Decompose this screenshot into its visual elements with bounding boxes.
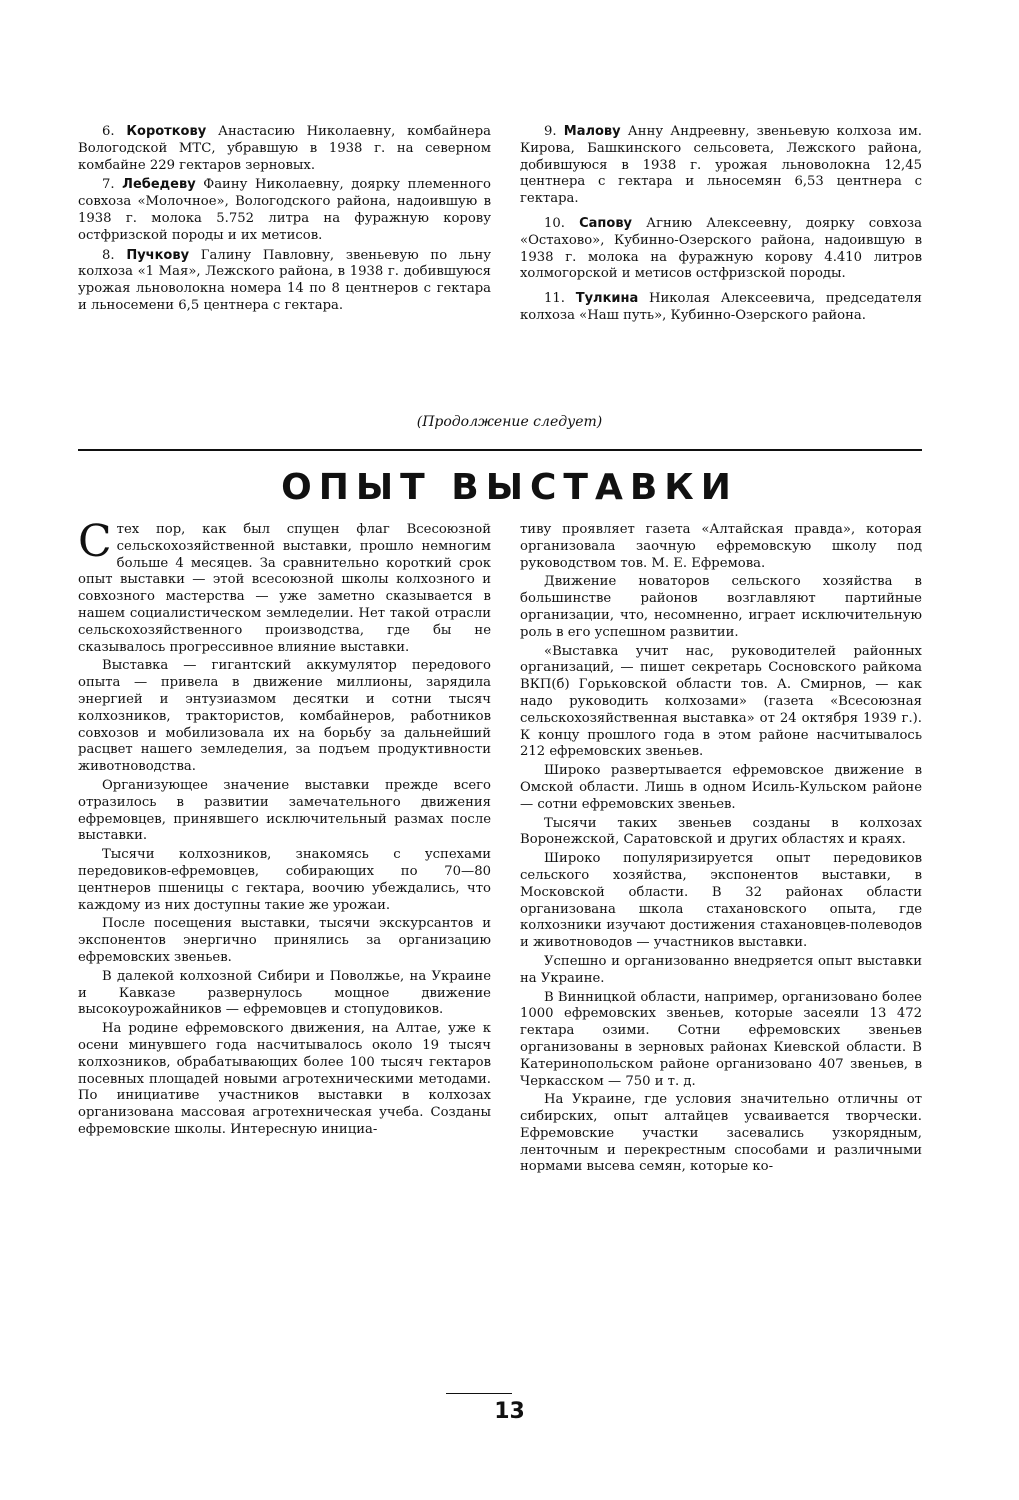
page-number-rule [446,1393,512,1394]
award-entry [78,124,491,174]
entry-number: 6. [102,124,115,139]
award-entry [78,248,491,315]
article-title: ОПЫТ ВЫСТАВКИ [281,467,738,508]
drop-cap: С [78,516,112,567]
award-entry [520,216,922,283]
entry-number: 11. [544,291,565,307]
article-paragraph: Тысячи колхозников, знакомясь с успехами передовиков-ефремовцев, собирающих по 70—80 центнеров пшеницы с гектара, воочию убеждались, что каждому из них доступны такие же урожаи. [78,847,491,913]
entry-number: 7. [102,177,115,193]
article-paragraph: «Выставка учит нас, руководителей районных организаций, — пишет секретарь Сосновского райкома ВКП(б) Горьковской области тов. А. Смирнов, — как надо руководить колхозами» (газета «Всесоюзная сельскохозяйственная выставка» от 24 октября 1939 г.). К концу прошлого года в этом районе насчитывалось 212 ефремовских звеньев. [520,643,922,760]
article-paragraph: Выставка — гигантский аккумулятор передового опыта — привела в движение миллионы, зарядила энергией и энтузиазмом десятки и сотни тысяч колхозников, трактористов, комбайнеров, работников совхозов и мобилизовала их на борьбу за дальнейший расцвет нашего земледелия, за подъем продуктивности животноводства. [78,658,491,775]
article-paragraph: После посещения выставки, тысячи экскурсантов и экспонентов энергично принялись за организацию ефремовских звеньев. [78,916,491,965]
entry-text: Николая Алексеевича, председателя колхоза «Наш путь», Кубинно-Озерского района. [520,291,922,323]
article-paragraph: Организующее значение выставки прежде всего отразилось в развитии замечательного движения ефремовцев, принявшего исключительный размах после выставки. [78,777,491,844]
article-paragraph: В далекой колхозной Сибири и Поволжье, на Украине и Кавказе развернулось мощное движение высокоурожайников — ефремовцев и стопудовиков. [78,968,491,1018]
entry-number: 10. [544,215,565,231]
article-paragraph: На родине ефремовского движения, на Алтае, уже к осени минувшего года насчитывалось около 19 тысяч колхозников, обрабатывающих более 100 тысяч гектаров посевных площадей новыми агротехническими методами. По инициативе участников выставки в колхозах организована массовая агротехническая учеба. Созданы ефремовские школы. Интересную инициа- [78,1021,491,1137]
entry-text: Галину Павловну, звеньевую по льну колхоза «1 Мая», Лежского района, в 1938 г. добившуюся урожая льноволокна номера 14 по 8 центнеров с гектара и льносемени 6,5 центнера с гектара. [78,247,491,313]
award-entry [520,291,922,325]
entry-text: Фаину Николаевну, доярку племенного совхоза «Молочное», Вологодского района, надоившую в 1938 г. молока 5.752 литра на фуражную корову остфризской породы и их метисов. [78,177,491,243]
entry-text: Анну Андреевну, звеньевую колхоза им. Кирова, Башкинского сельсовета, Лежского района, добившуюся в 1938 г. урожая льноволокна 12,45 центнера с гектара и льносемян 6,53 центнера с гектара. [520,124,922,207]
article-column-right [520,522,922,1178]
section-divider [78,449,922,451]
award-list-left [78,124,491,318]
article-paragraph: тиву проявляет газета «Алтайская правда», которая организовала заочную ефремовскую школу под руководством тов. М. Е. Ефремова. [520,522,922,571]
article-paragraph: Широко популяризируется опыт передовиков сельского хозяйства, экспонентов выставки, в Московской области. В 32 районах области организована школа стахановского опыта, где колхозники изучают достижения стахановцев-полеводов и животноводов — участников выставки. [520,851,922,951]
award-entry [520,124,922,208]
page-number: 13 [494,1399,525,1424]
article-column-left [78,516,491,1141]
entry-text: Анастасию Николаевну, комбайнера Вологодской МТС, убравшую в 1938 г. на северном комбайне 229 гектаров зерновых. [78,124,491,173]
award-list-right [520,124,922,328]
article-paragraph: Движение новаторов сельского хозяйства в большинстве районов возглавляют партийные организации, что, несомненно, играет исключительную роль в его успешном развитии. [520,574,922,640]
entry-number: 8. [102,247,115,263]
entry-surname: Лебедеву [122,177,196,193]
entry-surname: Сапову [579,215,633,231]
entry-number: 9. [544,124,557,139]
continued-note: (Продолжение следует) [416,414,603,430]
entry-surname: Пучкову [126,247,190,263]
article-paragraph: Широко развертывается ефремовское движение в Омской области. Лишь в одном Исиль-Кульском районе — сотни ефремовских звеньев. [520,763,922,812]
article-paragraph: В Винницкой области, например, организовано более 1000 ефремовских звеньев, которые засеяли 13 472 гектара озими. Сотни ефремовских звеньев организованы в зерновых районах Киевской области. В Катеринопольском районе организовано 407 звеньев, в Черкасском — 750 и т. д. [520,989,922,1089]
article-paragraph: Успешно и организованно внедряется опыт выставки на Украине. [520,953,922,986]
award-entry [78,177,491,244]
entry-surname: Короткову [126,124,207,139]
entry-surname: Тулкина [575,291,639,307]
article-paragraph: На Украине, где условия значительно отличны от сибирских, опыт алтайцев усваивается творчески. Ефремовские участки засевались узкорядным, ленточным и перекрестным способами и различными нормами высева семян, которые ко- [520,1092,922,1175]
entry-surname: Малову [563,124,621,139]
article-paragraph: Тысячи таких звеньев созданы в колхозах Воронежской, Саратовской и других областях и краях. [520,815,922,848]
article-paragraph [78,516,491,656]
paragraph-text: тех пор, как был спущен флаг Всесоюзной сельскохозяйственной выставки, прошло немногим больше 4 месяцев. За сравнительно короткий срок опыт выставки — этой всесоюзной школы колхозного и совхозного мастерства — уже заметно сказывается в нашем социалистическом земледелии. Нет такой отрасли сельскохозяйственного производства, где бы не сказывалось прогрессивное влияние выставки. [78,522,491,655]
entry-text: Агнию Алексеевну, доярку совхоза «Остахово», Кубинно-Озерского района, надоившую в 1938 г. молока на фуражную корову 4.410 литров холмогорской и метисов остфризской породы. [520,215,922,282]
